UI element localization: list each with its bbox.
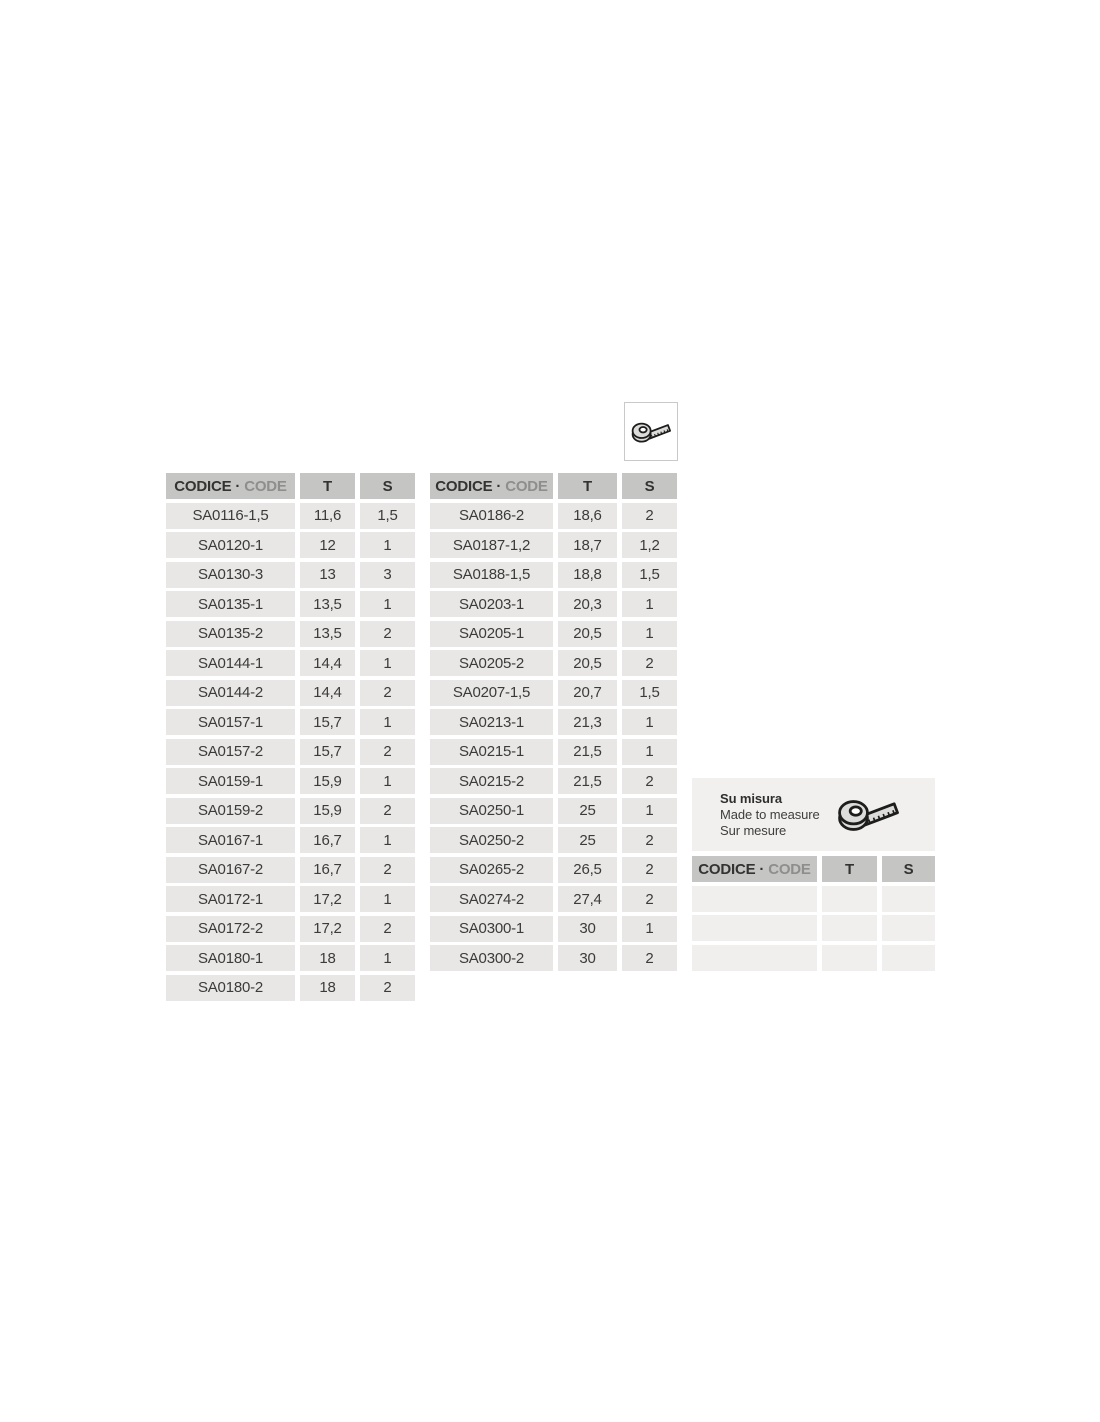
s-cell: 1	[360, 827, 415, 853]
made-to-measure-subtitle-fr: Sur mesure	[720, 822, 787, 838]
t-cell: 12	[300, 532, 355, 558]
made-to-measure-panel	[692, 778, 935, 971]
code-cell: SA0250-1	[430, 798, 553, 824]
code-cell: SA0120-1	[166, 532, 295, 558]
s-cell: 2	[360, 739, 415, 765]
t-cell: 17,2	[300, 916, 355, 942]
t-cell: 30	[558, 945, 617, 971]
column-header-t: T	[822, 856, 877, 882]
s-cell: 2	[622, 503, 677, 529]
s-cell	[882, 886, 935, 912]
s-cell: 1	[360, 532, 415, 558]
t-cell: 26,5	[558, 857, 617, 883]
size-table-left	[166, 473, 415, 1001]
t-cell	[822, 945, 877, 971]
header-separator: ·	[235, 477, 241, 495]
column-header-s: S	[622, 473, 677, 499]
t-cell: 25	[558, 798, 617, 824]
t-cell: 13,5	[300, 621, 355, 647]
column-header-t: T	[300, 473, 355, 499]
t-cell: 13,5	[300, 591, 355, 617]
header-codice-label: CODICE	[435, 477, 493, 495]
made-to-measure-subtitle-en: Made to measure	[720, 806, 820, 822]
t-cell: 18,8	[558, 562, 617, 588]
s-cell: 2	[622, 768, 677, 794]
s-cell: 1,5	[622, 562, 677, 588]
header-code-label: CODE	[505, 477, 548, 495]
t-cell: 18	[300, 975, 355, 1001]
code-cell: SA0167-2	[166, 857, 295, 883]
code-cell: SA0205-1	[430, 621, 553, 647]
code-cell: SA0180-1	[166, 945, 295, 971]
s-cell	[882, 945, 935, 971]
code-cell: SA0188-1,5	[430, 562, 553, 588]
s-cell: 1	[622, 709, 677, 735]
t-cell: 13	[300, 562, 355, 588]
t-cell: 20,7	[558, 680, 617, 706]
t-cell: 27,4	[558, 886, 617, 912]
s-cell: 3	[360, 562, 415, 588]
t-cell: 17,2	[300, 886, 355, 912]
s-cell: 1,2	[622, 532, 677, 558]
s-cell: 2	[360, 857, 415, 883]
header-separator: ·	[759, 860, 765, 878]
code-cell: SA0135-2	[166, 621, 295, 647]
column-header-t: T	[558, 473, 617, 499]
made-to-measure-text	[720, 791, 820, 839]
header-code-label: CODE	[768, 860, 811, 878]
t-cell: 30	[558, 916, 617, 942]
column-header-codice-code	[166, 473, 295, 499]
t-cell: 21,3	[558, 709, 617, 735]
s-cell: 1	[360, 886, 415, 912]
code-cell: SA0213-1	[430, 709, 553, 735]
s-cell: 1	[360, 709, 415, 735]
t-cell: 20,5	[558, 621, 617, 647]
s-cell: 1	[360, 768, 415, 794]
measuring-tape-icon	[834, 796, 902, 833]
s-cell: 2	[360, 916, 415, 942]
measuring-tape-icon	[629, 420, 673, 444]
t-cell: 16,7	[300, 827, 355, 853]
code-cell: SA0167-1	[166, 827, 295, 853]
t-cell: 11,6	[300, 503, 355, 529]
code-cell: SA0135-1	[166, 591, 295, 617]
t-cell: 21,5	[558, 768, 617, 794]
s-cell: 1	[360, 945, 415, 971]
s-cell: 1	[622, 591, 677, 617]
header-codice-label: CODICE	[174, 477, 232, 495]
s-cell: 2	[360, 621, 415, 647]
s-cell: 2	[360, 975, 415, 1001]
s-cell: 2	[360, 798, 415, 824]
t-cell: 20,3	[558, 591, 617, 617]
code-cell	[692, 945, 817, 971]
code-cell	[692, 886, 817, 912]
code-cell: SA0300-2	[430, 945, 553, 971]
code-cell: SA0157-1	[166, 709, 295, 735]
s-cell: 1	[622, 621, 677, 647]
code-cell: SA0144-1	[166, 650, 295, 676]
t-cell: 21,5	[558, 739, 617, 765]
code-cell: SA0116-1,5	[166, 503, 295, 529]
s-cell: 2	[622, 886, 677, 912]
code-cell: SA0172-1	[166, 886, 295, 912]
s-cell: 1	[360, 650, 415, 676]
code-cell: SA0205-2	[430, 650, 553, 676]
column-header-codice-code	[430, 473, 553, 499]
header-code-label: CODE	[244, 477, 287, 495]
made-to-measure-title: Su misura	[720, 790, 782, 806]
code-cell: SA0186-2	[430, 503, 553, 529]
t-cell: 25	[558, 827, 617, 853]
s-cell: 2	[622, 827, 677, 853]
s-cell: 1,5	[360, 503, 415, 529]
size-table-custom	[692, 856, 935, 971]
t-cell: 14,4	[300, 680, 355, 706]
code-cell: SA0265-2	[430, 857, 553, 883]
measuring-tape-icon-box	[624, 402, 678, 461]
code-cell: SA0215-2	[430, 768, 553, 794]
code-cell: SA0157-2	[166, 739, 295, 765]
code-cell: SA0215-1	[430, 739, 553, 765]
header-codice-label: CODICE	[698, 860, 756, 878]
s-cell: 2	[622, 857, 677, 883]
code-cell: SA0187-1,2	[430, 532, 553, 558]
s-cell: 1	[622, 798, 677, 824]
s-cell	[882, 915, 935, 941]
header-separator: ·	[496, 477, 502, 495]
t-cell: 14,4	[300, 650, 355, 676]
code-cell: SA0250-2	[430, 827, 553, 853]
s-cell: 1	[360, 591, 415, 617]
column-header-s: S	[882, 856, 935, 882]
code-cell: SA0144-2	[166, 680, 295, 706]
code-cell: SA0180-2	[166, 975, 295, 1001]
t-cell: 16,7	[300, 857, 355, 883]
s-cell: 1	[622, 916, 677, 942]
s-cell: 1,5	[622, 680, 677, 706]
t-cell: 15,7	[300, 739, 355, 765]
t-cell: 18,6	[558, 503, 617, 529]
s-cell: 2	[622, 945, 677, 971]
size-table-right	[430, 473, 677, 971]
code-cell: SA0159-2	[166, 798, 295, 824]
s-cell: 2	[622, 650, 677, 676]
t-cell: 20,5	[558, 650, 617, 676]
code-cell: SA0274-2	[430, 886, 553, 912]
code-cell: SA0203-1	[430, 591, 553, 617]
code-cell: SA0130-3	[166, 562, 295, 588]
column-header-codice-code	[692, 856, 817, 882]
code-cell: SA0172-2	[166, 916, 295, 942]
code-cell: SA0207-1,5	[430, 680, 553, 706]
code-cell: SA0300-1	[430, 916, 553, 942]
s-cell: 1	[622, 739, 677, 765]
t-cell	[822, 886, 877, 912]
code-cell: SA0159-1	[166, 768, 295, 794]
column-header-s: S	[360, 473, 415, 499]
t-cell: 15,7	[300, 709, 355, 735]
code-cell	[692, 915, 817, 941]
t-cell: 15,9	[300, 798, 355, 824]
t-cell: 18,7	[558, 532, 617, 558]
made-to-measure-info	[692, 778, 935, 851]
t-cell	[822, 915, 877, 941]
t-cell: 18	[300, 945, 355, 971]
t-cell: 15,9	[300, 768, 355, 794]
s-cell: 2	[360, 680, 415, 706]
